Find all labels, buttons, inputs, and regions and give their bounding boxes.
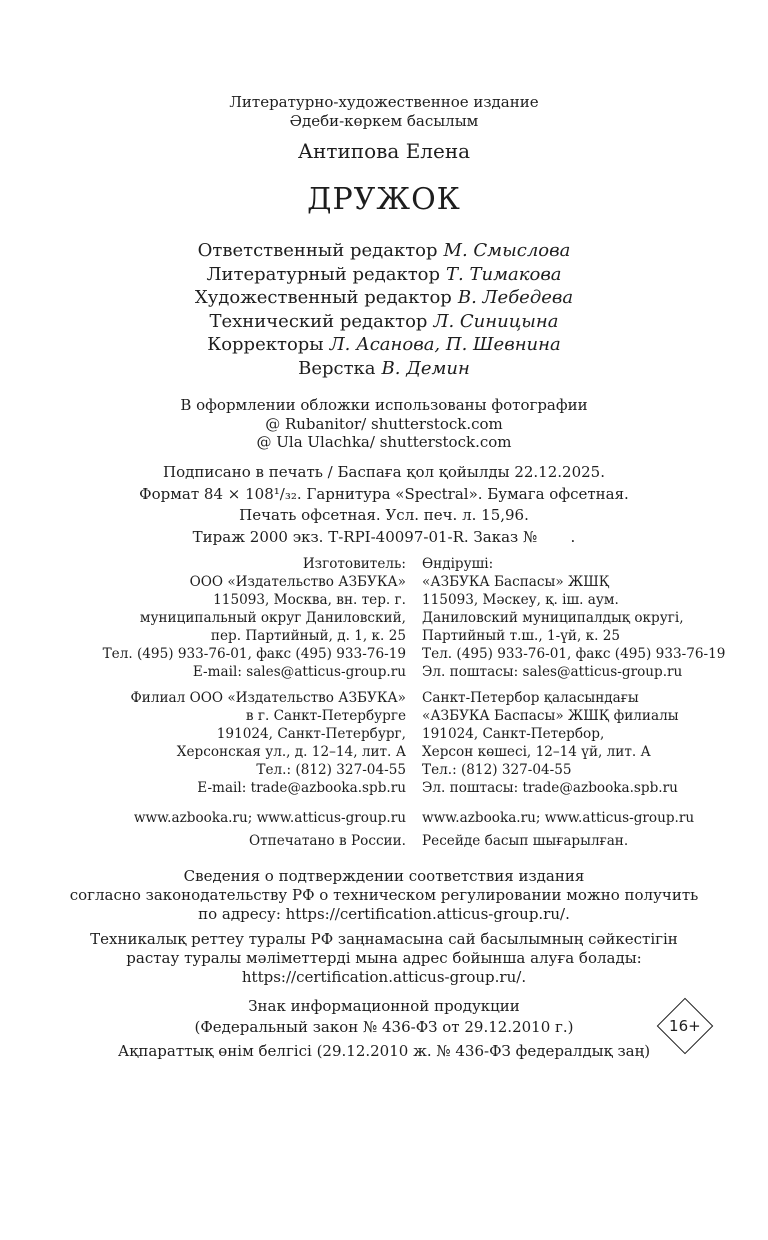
info-sign-ru-line: Знак информационной продукции <box>248 997 520 1015</box>
staff-role: Художественный редактор <box>194 287 452 308</box>
staff-person: Л. Синицына <box>433 310 559 332</box>
cover-credit-line: @ Rubanitor/ shutterstock.com <box>265 414 503 433</box>
staff-role: Корректоры <box>207 334 324 355</box>
branch-kz-line: «АЗБУКА Баспасы» ЖШҚ филиалы <box>422 708 679 724</box>
manufacturer-kz-line: Эл. поштасы: sales@atticus-group.ru <box>422 664 683 680</box>
certification-kz-line: https://certification.atticus-group.ru/. <box>241 967 527 986</box>
staff-role: Верстка <box>298 357 376 379</box>
websites-row <box>0 809 768 827</box>
staff-line <box>0 286 768 310</box>
certification-kz <box>0 930 768 986</box>
print-info-line: Тираж 2000 экз. Т-RPI-40097-01-R. Заказ № . <box>192 527 576 546</box>
info-sign-ru-line: (Федеральный закон № 436-ФЗ от 29.12.2010 г.) <box>194 1017 574 1036</box>
certification-ru <box>0 867 768 923</box>
manufacturer-ru-line: Тел. (495) 933-76-01, факс (495) 933-76-19 <box>102 646 406 662</box>
manufacturer-ru-line: муниципальный округ Даниловский, <box>139 610 406 626</box>
edition-type-ru: Литературно-художественное издание <box>229 93 539 111</box>
manufacturer-ru <box>0 555 406 681</box>
websites-ru: www.azbooka.ru; www.atticus-group.ru <box>133 810 406 826</box>
certification-ru-line: Сведения о подтверждении соответствия издания <box>183 867 585 885</box>
staff-person: М. Смыслова <box>443 240 571 261</box>
branch-kz-line: Тел.: (812) 327-04-55 <box>422 762 572 778</box>
manufacturer-kz-line: 115093, Мәскеу, қ. іш. аум. <box>422 592 619 608</box>
manufacturer-kz-line: «АЗБУКА Баспасы» ЖШҚ <box>422 574 610 590</box>
info-product-sign-kz: Ақпараттық өнім белгісі (29.12.2010 ж. № 436-ФЗ федералдық заң) <box>117 1042 651 1060</box>
print-info-line: Формат 84 × 108¹/₃₂. Гарнитура «Spectral». Бумага офсетная. <box>139 484 629 503</box>
staff-line <box>0 357 768 381</box>
staff-role: Ответственный редактор <box>197 240 438 261</box>
staff-line <box>0 263 768 287</box>
branch-kz <box>422 689 768 797</box>
staff-line <box>0 333 768 357</box>
branch-kz-line: 191024, Санкт-Петербор, <box>422 726 605 742</box>
manufacturer-ru-line: 115093, Москва, вн. тер. г. <box>213 592 406 608</box>
certification-ru-line: по адресу: https://certification.atticus-group.ru/. <box>198 904 570 923</box>
cover-credit-line: @ Ula Ulachka/ shutterstock.com <box>256 433 512 451</box>
staff-person: Л. Асанова, П. Шевнина <box>329 334 561 355</box>
manufacturer-block <box>0 555 768 681</box>
staff-person: В. Демин <box>381 357 470 379</box>
branch-kz-line: Санкт-Петербор қаласындағы <box>422 690 639 706</box>
branch-ru <box>0 689 406 797</box>
manufacturer-kz-line: Тел. (495) 933-76-01, факс (495) 933-76-19 <box>422 646 726 662</box>
staff-line <box>0 310 768 334</box>
edition-type-kz: Әдеби-көркем басылым <box>289 111 479 130</box>
branch-ru-line: в г. Санкт-Петербурге <box>245 708 406 724</box>
branch-ru-line: Херсонская ул., д. 12–14, лит. А <box>176 744 406 760</box>
staff-line <box>0 239 768 263</box>
manufacturer-ru-line: пер. Партийный, д. 1, к. 25 <box>210 628 406 644</box>
branch-block <box>0 689 768 797</box>
info-product-sign-ru <box>0 996 768 1037</box>
branch-ru-line: Тел.: (812) 327-04-55 <box>256 762 406 778</box>
print-info-line: Печать офсетная. Усл. печ. л. 15,96. <box>239 506 529 524</box>
manufacturer-kz-line: Өндіруші: <box>422 556 494 572</box>
edition-type <box>0 93 768 130</box>
certification-kz-line: Техникалық реттеу туралы РФ заңнамасына сай басылымның сәйкестігін <box>90 930 678 948</box>
printed-in-row <box>0 832 768 850</box>
branch-ru-line: Филиал ООО «Издательство АЗБУКА» <box>130 690 406 706</box>
age-rating-label: 16+ <box>669 1017 701 1035</box>
certification-ru-line: согласно законодательству РФ о техническом регулировании можно получить <box>69 885 699 904</box>
staff-person: Т. Тимакова <box>446 263 562 285</box>
certification-kz-line: растау туралы мәліметтерді мына адрес бойынша алуға болады: <box>126 948 642 967</box>
author-name: Антипова Елена <box>297 139 471 163</box>
printed-in-ru: Отпечатано в России. <box>248 833 406 849</box>
branch-kz-line: Эл. поштасы: trade@azbooka.spb.ru <box>422 780 678 796</box>
manufacturer-ru-line: Изготовитель: <box>302 556 406 572</box>
manufacturer-kz-line: Партийный т.ш., 1-үй, к. 25 <box>422 628 621 644</box>
branch-ru-line: E-mail: trade@azbooka.spb.ru <box>197 780 406 796</box>
manufacturer-kz-line: Даниловский муниципалдық округі, <box>422 610 684 626</box>
print-run-info <box>0 462 768 548</box>
cover-credits-intro: В оформлении обложки использованы фотографии <box>180 396 588 414</box>
staff-role: Литературный редактор <box>206 263 441 285</box>
branch-kz-line: Херсон көшесі, 12–14 үй, лит. А <box>422 744 651 760</box>
websites-kz: www.azbooka.ru; www.atticus-group.ru <box>422 810 695 826</box>
cover-photo-credits <box>0 396 768 452</box>
printed-in-kz: Ресейде басып шығарылған. <box>422 833 629 849</box>
print-info-line: Подписано в печать / Баспаға қол қойылды 22.12.2025. <box>163 463 605 481</box>
staff-role: Технический редактор <box>209 310 428 332</box>
branch-ru-line: 191024, Санкт-Петербург, <box>216 726 406 742</box>
editorial-staff <box>0 239 768 380</box>
manufacturer-ru-line: E-mail: sales@atticus-group.ru <box>192 664 406 680</box>
manufacturer-kz <box>422 555 768 681</box>
manufacturer-ru-line: ООО «Издательство АЗБУКА» <box>189 574 406 590</box>
staff-person: В. Лебедева <box>457 287 574 308</box>
book-title: ДРУЖОК <box>307 182 461 217</box>
